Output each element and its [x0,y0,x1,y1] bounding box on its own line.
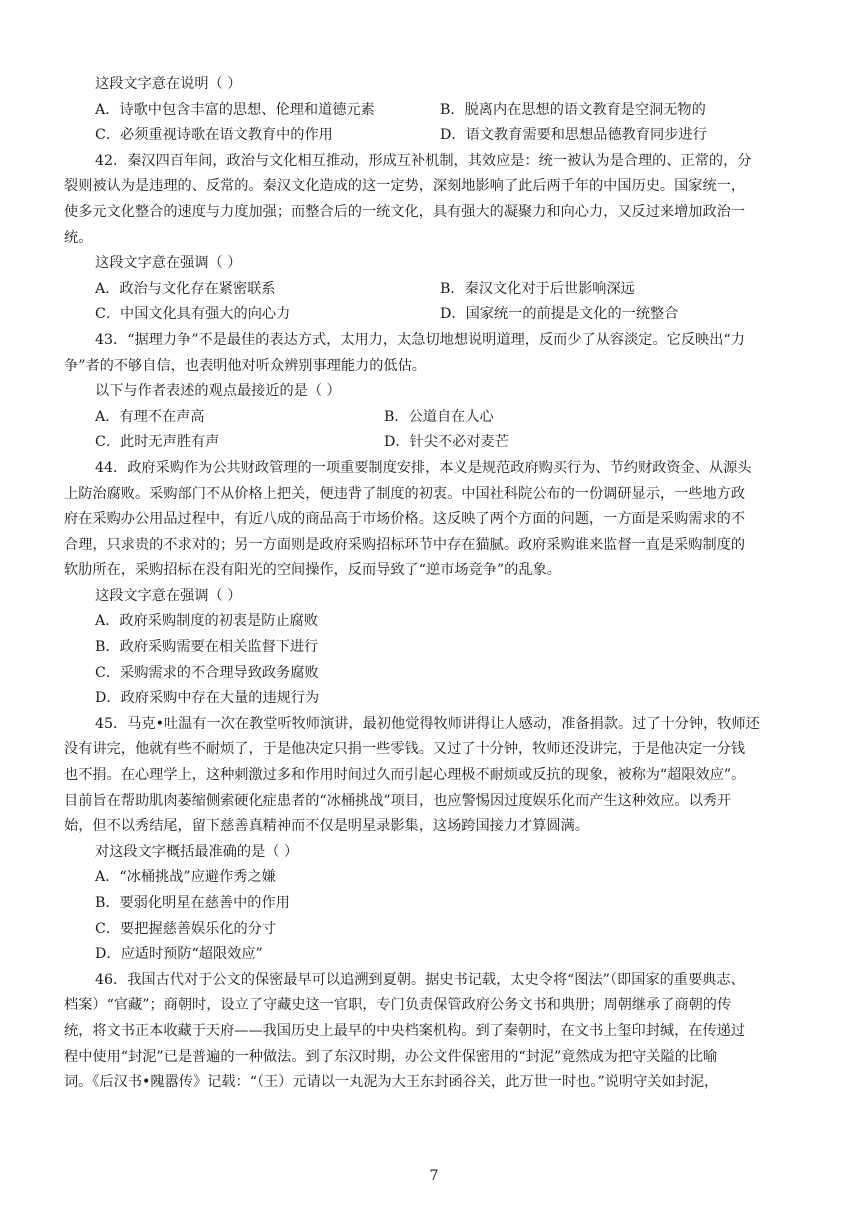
text-line: 45．马克•吐温有一次在教堂听牧师演讲，最初他觉得牧师讲得让人感动，准备捐款。过了十分钟，牧师还 [95,715,760,732]
option-row [64,123,804,149]
text-line: 这段文字意在强调（ ） [95,255,242,272]
option-text: A．政治与文化存在紧密联系 [95,280,276,297]
option-row [64,430,804,456]
option-text: D．国家统一的前提是文化的一统整合 [440,306,679,323]
text-line: A．政府采购制度的初衷是防止腐败 [95,613,319,630]
text-line: 府在采购办公用品过程中，有近八成的商品高于市场价格。这反映了两个方面的问题，一方面是采购需求的不 [64,511,746,528]
option-row [64,98,804,124]
text-line: 42．秦汉四百年间，政治与文化相互推动，形成互补机制，其效应是：统一被认为是合理的、正常的，分 [95,152,752,169]
page-number: 7 [429,1168,439,1184]
text-line: 上防治腐败。采购部门不从价格上把关，便违背了制度的初衷。中国社科院公布的一份调研显示，一些地方政 [64,485,746,502]
text-line: 对这段文字概括最准确的是（ ） [95,843,299,860]
text-line: 档案）“官藏”；商朝时，设立了守藏史这一官职，专门负责保管政府公务文书和典册；周朝继承了商朝的传 [64,997,732,1014]
text-line: 裂则被认为是违理的、反常的。秦汉文化造成的这一定势，深刻地影响了此后两千年的中国历史。国家统一， [64,178,746,195]
option-row [64,302,804,328]
text-line: 也不捐。在心理学上，这种刺激过多和作用时间过久而引起心理极不耐烦或反抗的现象，被称为“超限效应”。 [64,767,746,784]
option-text: A．有理不在声高 [95,408,205,425]
option-text: B．脱离内在思想的语文教育是空洞无物的 [440,101,706,118]
text-line: 46．我国古代对于公文的保密最早可以追溯到夏朝。据史书记载，太史令将“图法”（即国家的重要典志、 [95,971,745,988]
text-line: 软肋所在，采购招标在没有阳光的空间操作，反而导致了“逆市场竞争”的乱象。 [64,562,561,579]
text-line: 43．“据理力争”不是最佳的表达方式，太用力，太急切地想说明道理，反而少了从容淡定。它反映出“力 [95,331,745,348]
option-text: B．秦汉文化对于后世影响深远 [440,280,635,297]
text-line: 统，将文书正本收藏于天府——我国历史上最早的中央档案机构。到了秦朝时，在文书上玺印封缄，在传递过 [64,1022,746,1039]
option-text: D．语文教育需要和思想品德教育同步进行 [440,127,707,144]
text-line: A．“冰桶挑战”应避作秀之嫌 [95,869,276,886]
option-row [64,405,804,431]
text-line: 以下与作者表述的观点最接近的是（ ） [95,383,341,400]
page-content [64,72,804,1096]
text-line: 争”者的不够自信，也表明他对听众辨别事理能力的低估。 [64,357,426,374]
text-line: 44．政府采购作为公共财政管理的一项重要制度安排，本义是规范政府购买行为、节约财政资金、从源头 [95,459,752,476]
text-line: 这段文字意在强调（ ） [95,587,242,604]
text-line: 没有讲完，他就有些不耐烦了，于是他决定只捐一些零钱。又过了十分钟，牧师还没讲完，于是他决定一分钱 [64,741,746,758]
text-line: C．要把握慈善娱乐化的分寸 [95,920,277,937]
text-line: 目前旨在帮助肌肉萎缩侧索硬化症患者的“冰桶挑战”项目，也应警惕因过度娱乐化而产生这种效应。以秀开 [64,792,732,809]
option-text: B．公道自在人心 [384,408,494,425]
text-line: D．应适时预防“超限效应” [95,946,263,963]
text-line: 使多元文化整合的速度与力度加强；而整合后的一统文化，具有强大的凝聚力和向心力，又反过来增加政治一 [64,203,746,220]
text-line: B．要弱化明星在慈善中的作用 [95,895,290,911]
text-line: D．政府采购中存在大量的违规行为 [95,690,320,707]
text-line: B．政府采购需要在相关监督下进行 [95,639,319,656]
option-text: A．诗歌中包含丰富的思想、伦理和道德元素 [95,101,375,118]
option-row [64,277,804,303]
text-line: 统。 [64,229,93,246]
text-line: 这段文字意在说明（ ） [95,76,242,92]
text-line: 程中使用“封泥”已是普遍的一种做法。到了东汉时期，办公文件保密用的“封泥”竟然成为把守关隘的比喻 [64,1048,718,1065]
option-text: C．中国文化具有强大的向心力 [95,306,291,323]
text-line: 始，但不以秀结尾，留下慈善真精神而不仅是明星录影集，这场跨国接力才算圆满。 [64,818,589,835]
option-text: C．必须重视诗歌在语文教育中的作用 [95,127,333,144]
text-line: 合理，只求贵的不求对的；另一方面则是政府采购招标环节中存在猫腻。政府采购谁来监督一直是采购制度的 [64,536,746,553]
text-line: C．采购需求的不合理导致政务腐败 [95,664,319,681]
text-line: 词。《后汉书•隗嚣传》记载：“（王）元请以一丸泥为大王东封函谷关，此万世一时也。”说明守关如封泥， [64,1074,719,1091]
option-text: D．针尖不必对麦芒 [384,434,509,451]
option-text: C．此时无声胜有声 [95,434,220,451]
